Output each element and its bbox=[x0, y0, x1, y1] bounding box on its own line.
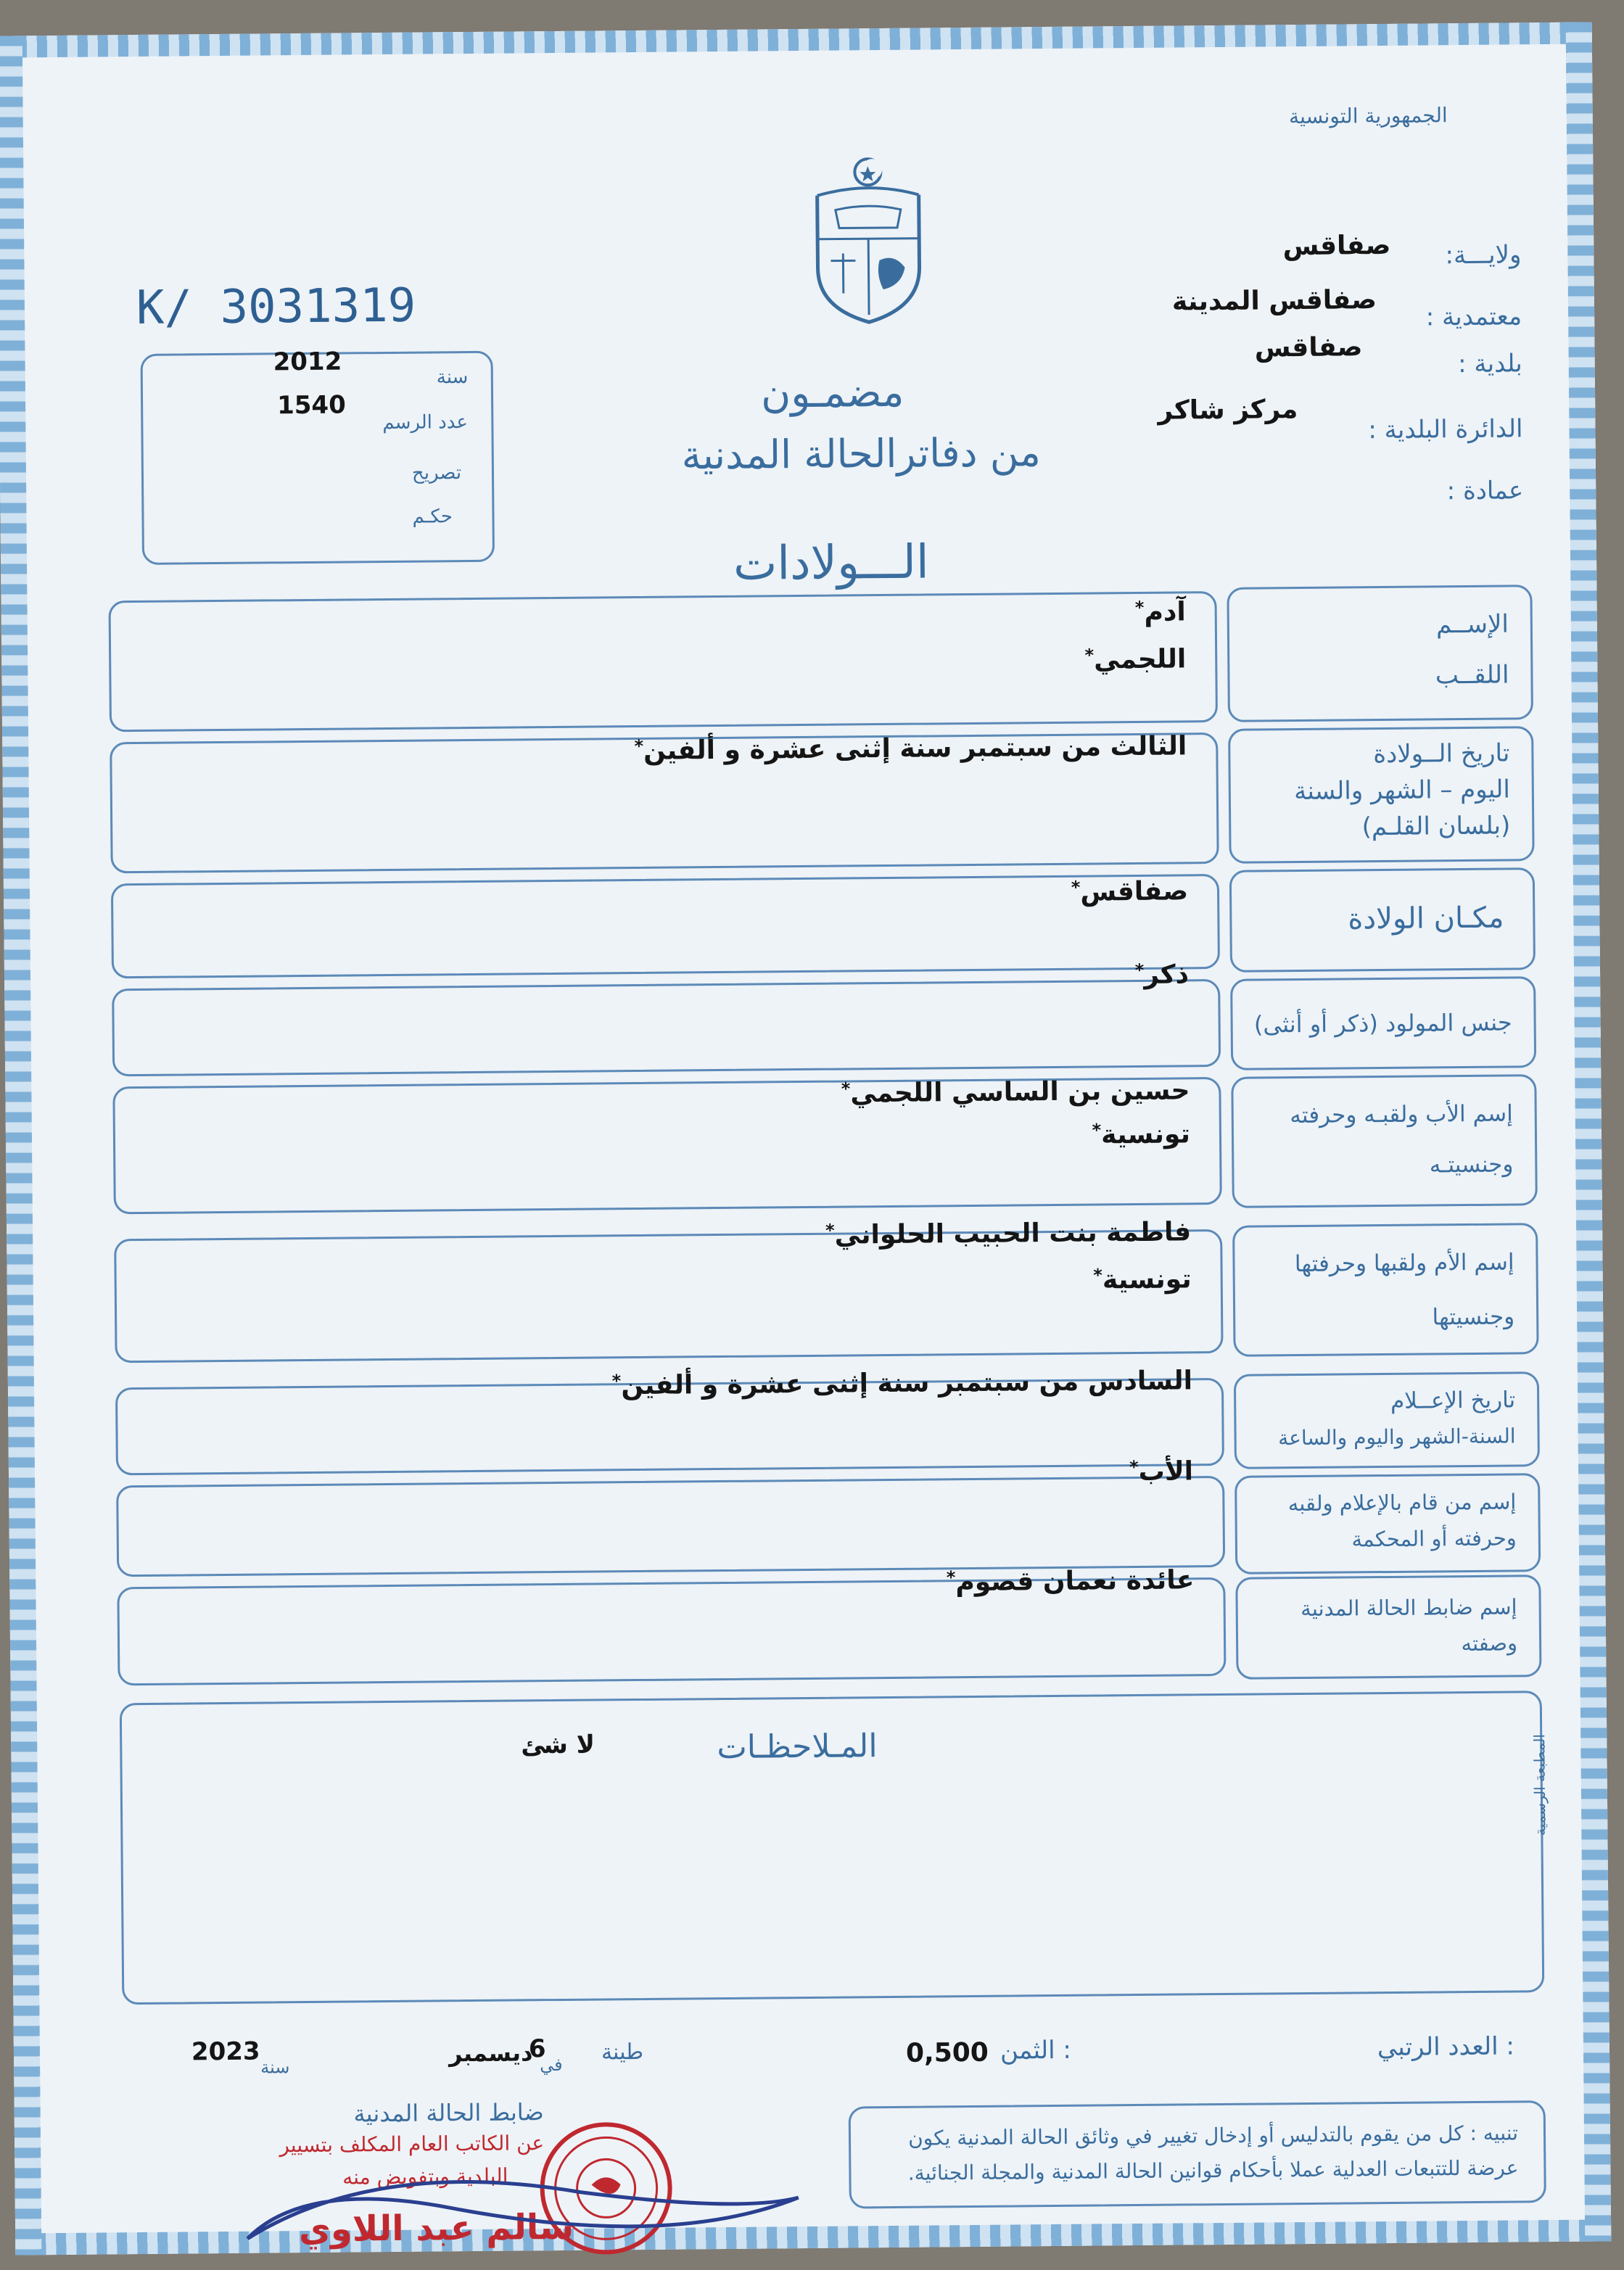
officer-line3: البلدية وبتفويض منه bbox=[290, 2164, 508, 2190]
field-father-label-box bbox=[1231, 1074, 1538, 1208]
label-father-nationality: وجنسيتـه bbox=[1234, 1145, 1513, 1185]
officer-line2: عن الكاتب العام المكلف بتسيير bbox=[232, 2131, 544, 2158]
coat-of-arms-icon bbox=[809, 151, 927, 326]
mother-name-value: فاطمة بنت الحبيب الحلواني* bbox=[466, 1217, 1191, 1253]
label-declarant: إسم من قام بالإعلام ولقبه bbox=[1233, 1482, 1516, 1522]
notice-box bbox=[849, 2100, 1546, 2208]
imada-label: عمادة : bbox=[1342, 476, 1523, 506]
remarks-box bbox=[120, 1691, 1545, 2005]
label-father: إسم الأب ولقبـه وحرفته bbox=[1234, 1094, 1513, 1134]
field-declaration-date-label-box bbox=[1234, 1371, 1540, 1469]
father-name-value: حسين بن الساسي اللجمي* bbox=[464, 1076, 1190, 1112]
remarks-value: لا شئ bbox=[521, 1730, 595, 1760]
label-mother: إسم الأم ولقبها وحرفتها bbox=[1231, 1243, 1514, 1283]
birth-place-value: صفاقس* bbox=[608, 876, 1188, 911]
registry-year-value: 2012 bbox=[273, 347, 342, 377]
label-officer: إسم ضابط الحالة المدنية bbox=[1241, 1588, 1517, 1627]
sex-value: ذكر* bbox=[609, 959, 1189, 994]
baladia-value: صفاقس bbox=[1130, 332, 1362, 364]
label-birth-date-format: اليوم – الشهر والسنة bbox=[1235, 770, 1510, 810]
label-birth-date-words: (بلسان القلـم) bbox=[1235, 806, 1510, 846]
field-birthplace-label-box bbox=[1229, 867, 1536, 973]
year-label: سنة bbox=[260, 2057, 289, 2077]
label-declaration-date: تاريخ الإعــلام bbox=[1240, 1381, 1515, 1421]
price-value: 0,500 bbox=[906, 2038, 989, 2068]
title-content: مضمـون bbox=[761, 369, 904, 418]
field-declarant-value-box bbox=[116, 1476, 1225, 1577]
mootamadia-label: معتمدية : bbox=[1362, 302, 1522, 332]
label-sex: جنس المولود (ذكر أو أنثى) bbox=[1229, 1003, 1512, 1043]
officer-value: عائدة نعمان قصوم* bbox=[614, 1565, 1194, 1600]
field-birthdate-label-box bbox=[1228, 726, 1535, 864]
place-label: طينة bbox=[601, 2039, 643, 2065]
registry-number-value: 1540 bbox=[277, 390, 346, 420]
officer-title: ضابط الحالة المدنية bbox=[326, 2098, 544, 2128]
label-given-name: الإســم bbox=[1233, 605, 1509, 645]
label-mother-nationality: وجنسيتها bbox=[1232, 1297, 1514, 1337]
registry-judgment-label: حكـم bbox=[412, 505, 453, 527]
mother-nationality-value: تونسية* bbox=[611, 1264, 1192, 1299]
registry-number-label: عدد الرسم bbox=[382, 411, 468, 434]
field-name-value-box bbox=[108, 591, 1218, 732]
field-mother-value-box bbox=[114, 1229, 1223, 1363]
declaration-date-value: السادس من سبتمبر سنة إثنى عشرة و ألفين* bbox=[322, 1366, 1192, 1403]
field-sex-value-box bbox=[112, 979, 1221, 1076]
label-surname: اللقــب bbox=[1233, 656, 1509, 696]
serial-number: K/ 3031319 bbox=[136, 279, 416, 335]
registry-year-label: سنة bbox=[437, 366, 469, 388]
wilaya-label: ولايـــة: bbox=[1361, 240, 1521, 271]
month-value: ديسمبر bbox=[449, 2039, 533, 2067]
day-prefix: في bbox=[540, 2055, 563, 2075]
label-birth-place: مكـان الولادة bbox=[1235, 899, 1504, 939]
signature-scribble bbox=[232, 2147, 813, 2268]
guilloche-border-left bbox=[0, 36, 41, 2255]
field-father-value-box bbox=[112, 1077, 1221, 1214]
serial-order-label: العدد الرتبي : bbox=[1377, 2031, 1514, 2062]
title-registers: من دفاترالحالة المدنية bbox=[681, 429, 1040, 478]
daira-value: مركز شاكر bbox=[1051, 395, 1298, 426]
birth-date-value: الثالث من سبتمبر سنة إثنى عشرة و ألفين* bbox=[316, 731, 1187, 768]
baladia-label: بلدية : bbox=[1363, 349, 1522, 379]
document-sheet bbox=[0, 22, 1611, 2255]
label-declaration-date-format: السنة-الشهر واليوم والساعة bbox=[1240, 1417, 1515, 1457]
printer-mark: المطبعة الرسمية bbox=[1530, 1734, 1549, 1836]
price-label: الثمن : bbox=[1000, 2036, 1071, 2065]
label-officer-title: وصفته bbox=[1242, 1624, 1517, 1664]
label-declarant-profession: وحرفته أو المحكمة bbox=[1234, 1519, 1517, 1559]
field-officer-value-box bbox=[117, 1577, 1226, 1685]
registry-box bbox=[141, 351, 495, 565]
daira-label: الدائرة البلدية : bbox=[1290, 414, 1522, 445]
mootamadia-value: صفاقس المدينة bbox=[1130, 285, 1377, 317]
registry-declaration-label: تصريح bbox=[412, 462, 461, 484]
father-nationality-value: تونسية* bbox=[610, 1119, 1190, 1154]
republic-title: الجمهورية التونسية bbox=[1230, 103, 1448, 129]
label-birth-date: تاريخ الــولادة bbox=[1234, 734, 1509, 774]
field-sex-label-box bbox=[1230, 976, 1536, 1070]
day-value: 6 bbox=[529, 2034, 546, 2063]
field-officer-label-box bbox=[1235, 1574, 1541, 1680]
surname-value: اللجمي* bbox=[606, 644, 1186, 679]
wilaya-value: صفاقس bbox=[1158, 231, 1390, 263]
field-mother-label-box bbox=[1232, 1223, 1539, 1357]
declarant-value: الأب* bbox=[613, 1456, 1193, 1491]
given-name-value: آدم* bbox=[606, 597, 1186, 632]
title-births: الـــولادات bbox=[733, 535, 929, 590]
notice-text: تنبيه : كل من يقوم بالتدليس أو إدخال تغيير في وثائق الحالة المدنية يكون عرضة للتتبعات العدلية عملا بأحكام قوانين الحالة المدنية والمجلة الجنائية. bbox=[873, 2116, 1519, 2191]
guilloche-border-right bbox=[1566, 22, 1612, 2241]
field-birthdate-value-box bbox=[110, 732, 1219, 873]
officer-name-stamp: سالم عبد اللاوي bbox=[262, 2207, 574, 2250]
field-declarant-label-box bbox=[1235, 1473, 1541, 1574]
year-value: 2023 bbox=[191, 2037, 260, 2067]
field-name-label-box bbox=[1227, 585, 1533, 722]
remarks-label: المـلاحظـات bbox=[717, 1728, 878, 1766]
guilloche-border-top bbox=[0, 22, 1592, 57]
